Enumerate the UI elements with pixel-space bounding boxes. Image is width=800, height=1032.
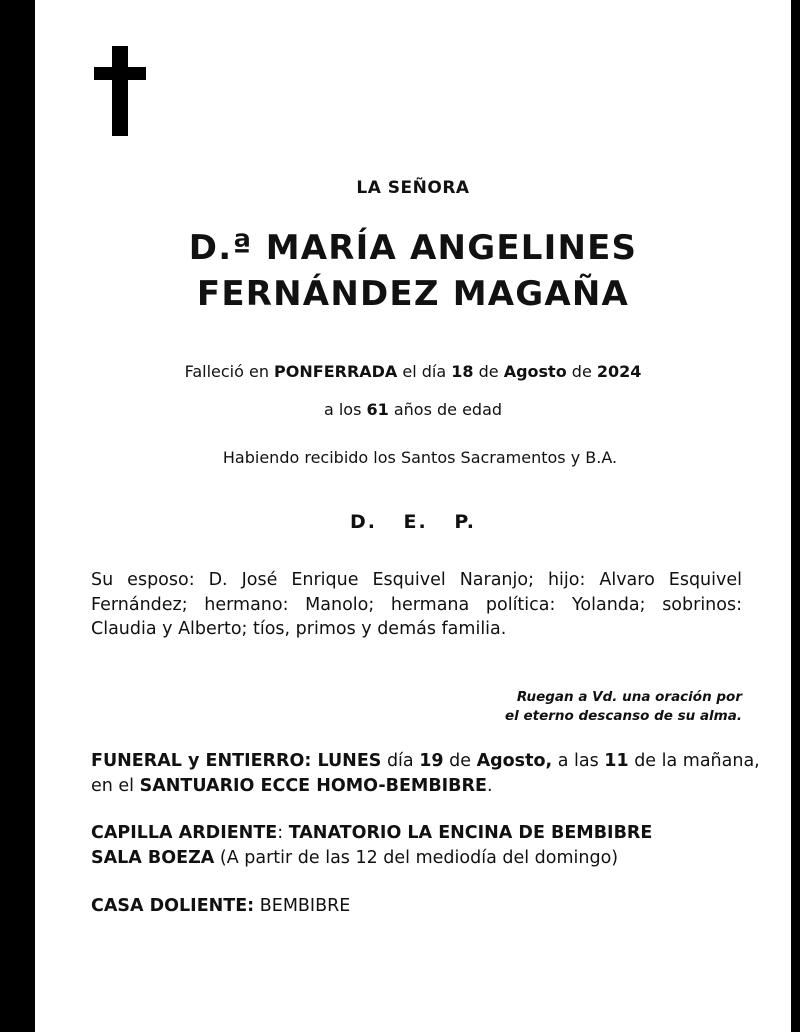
funeral-info: FUNERAL y ENTIERRO: LUNES día 19 de Agosto, a las 11 de la mañana, en el SANTUARIO ECCE HOMO-BEMBIBRE. [91, 751, 760, 796]
prayer-line-1: Ruegan a Vd. una oración por [516, 689, 742, 705]
name-line-2: FERNÁNDEZ MAGAÑA [196, 274, 630, 314]
prayer-line-2: el eterno descanso de su alma. [505, 708, 742, 724]
cross-icon [94, 46, 146, 136]
title-label: LA SEÑORA [356, 178, 470, 198]
capilla-info: CAPILLA ARDIENTE: TANATORIO LA ENCINA DE BEMBIBRE SALA BOEZA (A partir de las 12 del mediodía del domingo) [91, 823, 653, 868]
age-years: 61 [366, 400, 389, 419]
death-info: Falleció en PONFERRADA el día 18 de Agosto de 2024 [184, 362, 642, 381]
death-place: PONFERRADA [274, 362, 398, 381]
casa-label: CASA DOLIENTE: [91, 896, 255, 916]
death-month: Agosto [503, 362, 567, 381]
dep-text: D. E. P. [349, 511, 477, 533]
capilla-place: TANATORIO LA ENCINA DE BEMBIBRE [288, 823, 653, 843]
funeral-place: SANTUARIO ECCE HOMO-BEMBIBRE [139, 776, 487, 796]
age-info: a los 61 años de edad [323, 400, 503, 419]
death-year: 2024 [596, 362, 642, 381]
name-line-1: D.ª MARÍA ANGELINES [188, 228, 638, 268]
funeral-label: FUNERAL y ENTIERRO: LUNES [91, 751, 382, 771]
prayer-text [380, 688, 742, 726]
death-day: 18 [451, 362, 474, 381]
casa-info: CASA DOLIENTE: BEMBIBRE [91, 896, 351, 916]
family-text: Su esposo: D. José Enrique Esquivel Naranjo; hijo: Alvaro Esquivel Fernández; hermano: Manolo; hermana política: Yolanda; sobrinos: Claudia y Alberto; tíos, primos y demás familia. [91, 570, 742, 639]
deceased-name [35, 225, 791, 317]
capilla-room: SALA BOEZA [91, 848, 215, 868]
capilla-label: CAPILLA ARDIENTE [91, 823, 278, 843]
sacraments-text: Habiendo recibido los Santos Sacramentos y B.A. [222, 448, 618, 467]
